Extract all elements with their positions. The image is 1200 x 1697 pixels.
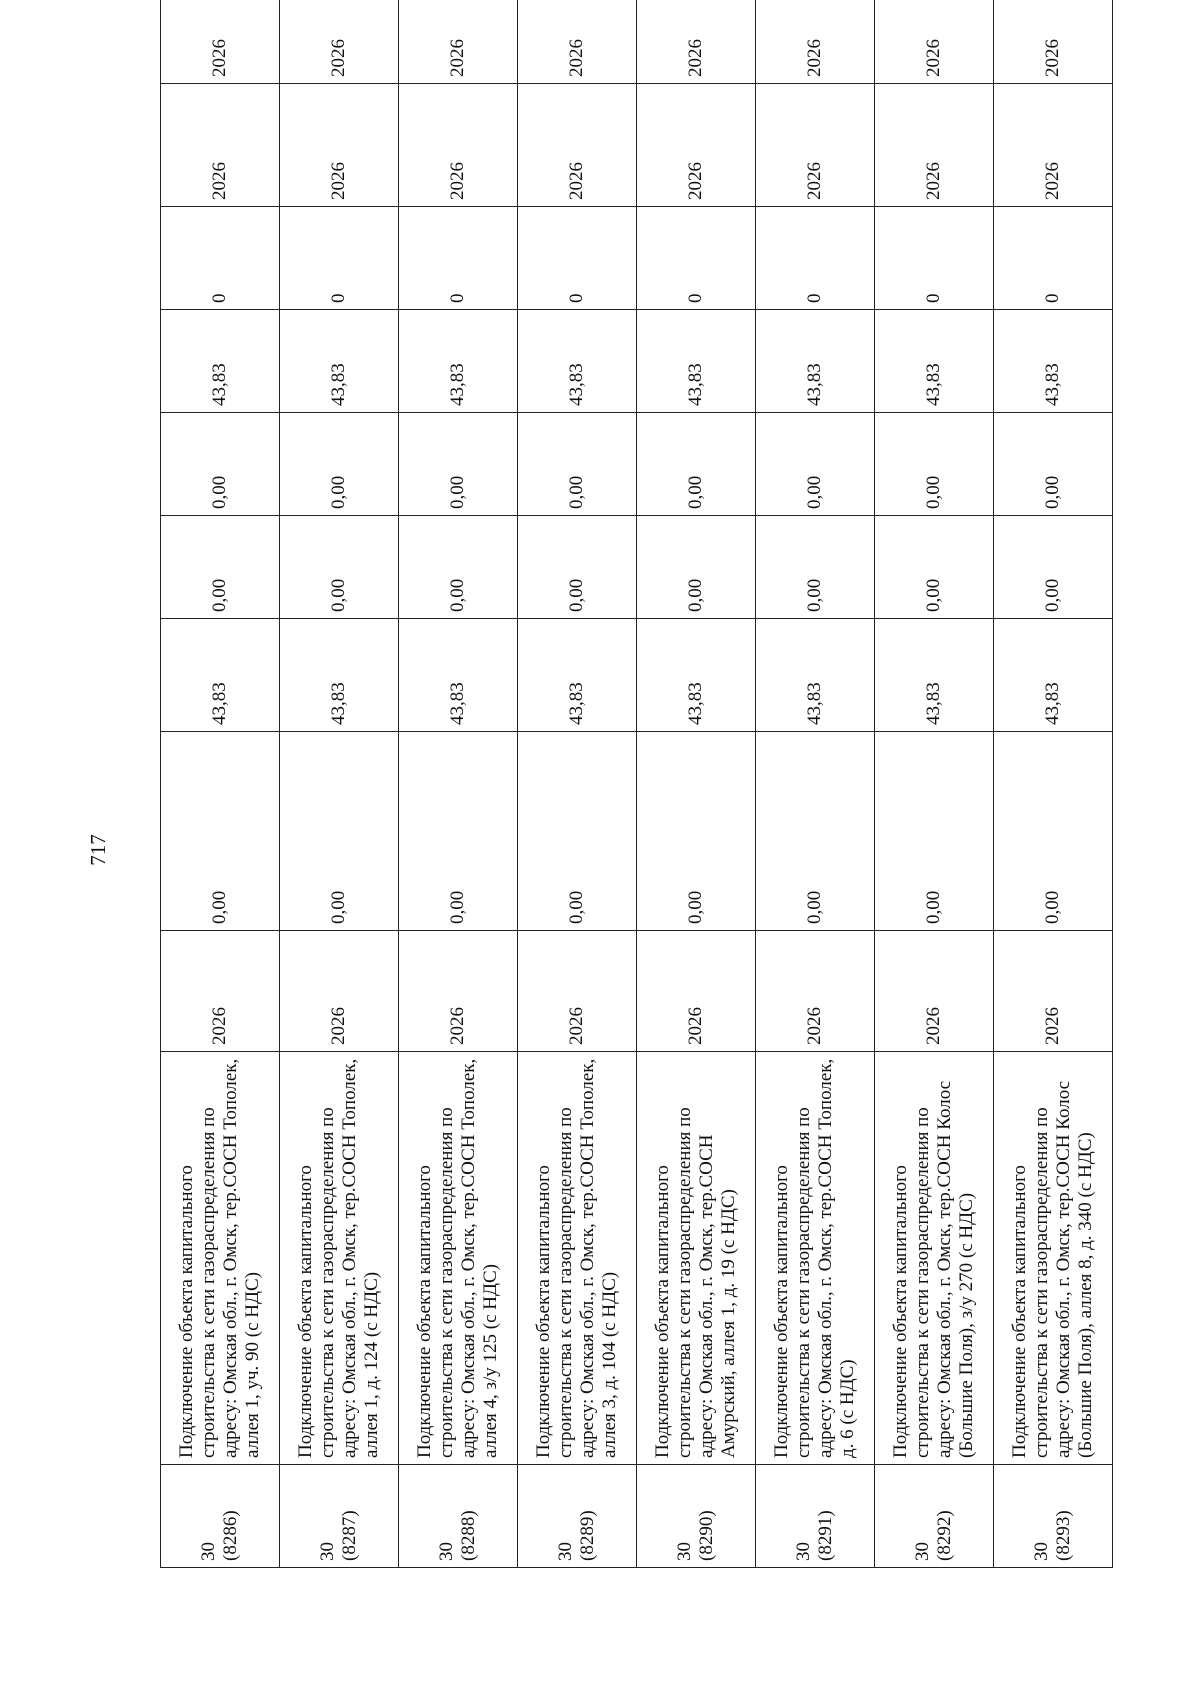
- value-cell: 0,00: [875, 732, 994, 931]
- value-cell: 0,00: [399, 516, 518, 619]
- row-number: 30: [674, 1542, 695, 1561]
- value-cell: 0,00: [518, 732, 637, 931]
- row-number-cell: [518, 1465, 637, 1568]
- investment-table: [160, 0, 1113, 1568]
- start-year-cell: 2026: [280, 931, 399, 1052]
- value-cell: 0,00: [161, 516, 280, 619]
- year-cell: 2026: [399, 0, 518, 84]
- value-cell: 43,83: [756, 310, 875, 413]
- rotated-table-wrapper: [160, 39, 1096, 1568]
- value-cell: 0,00: [161, 413, 280, 516]
- object-name-cell: Подключение объекта капитального строительства к сети газораспределения по адресу: Омская обл., г. Омск, тер.СОСН Тополек, аллея 1, уч. 90 (с НДС): [161, 1052, 280, 1465]
- year-cell: 2026: [280, 0, 399, 84]
- year-cell: 2026: [518, 0, 637, 84]
- value-cell: 0,00: [637, 413, 756, 516]
- year-cell: 2026: [280, 84, 399, 207]
- value-cell: 0,00: [280, 516, 399, 619]
- object-name-cell: Подключение объекта капитального строительства к сети газораспределения по адресу: Омская обл., г. Омск, тер.СОСН Тополек, аллея 3, д. 104 (с НДС): [518, 1052, 637, 1465]
- value-cell: 0,00: [399, 413, 518, 516]
- row-number: 30: [1031, 1542, 1052, 1561]
- object-name-cell: Подключение объекта капитального строительства к сети газораспределения по адресу: Омская обл., г. Омск, тер.СОСН Тополек, аллея 4, з/у 125 (с НДС): [399, 1052, 518, 1465]
- row-number-cell: [637, 1465, 756, 1568]
- value-cell: 0,00: [994, 413, 1113, 516]
- year-cell: 2026: [637, 84, 756, 207]
- value-cell: 0,00: [280, 413, 399, 516]
- object-name-cell: Подключение объекта капитального строительства к сети газораспределения по адресу: Омская обл., г. Омск, тер.СОСН Тополек, д. 6 (с НДС): [756, 1052, 875, 1465]
- table-body: [161, 0, 1113, 1568]
- value-cell: 0: [399, 207, 518, 310]
- value-cell: 0,00: [875, 413, 994, 516]
- row-number: 30: [436, 1542, 457, 1561]
- year-cell: 2026: [994, 84, 1113, 207]
- value-cell: 0: [637, 207, 756, 310]
- table-row: [518, 0, 637, 1568]
- start-year-cell: 2026: [161, 931, 280, 1052]
- value-cell: 43,83: [399, 310, 518, 413]
- value-cell: 43,83: [280, 310, 399, 413]
- row-number: 30: [317, 1542, 338, 1561]
- row-number-cell: [994, 1465, 1113, 1568]
- row-number: 30: [793, 1542, 814, 1561]
- value-cell: 43,83: [994, 619, 1113, 732]
- page-number: 717: [86, 834, 110, 866]
- year-cell: 2026: [875, 84, 994, 207]
- row-code: (8291): [815, 1510, 836, 1561]
- row-number-cell: [875, 1465, 994, 1568]
- value-cell: 0,00: [756, 413, 875, 516]
- table-row: [875, 0, 994, 1568]
- start-year-cell: 2026: [875, 931, 994, 1052]
- row-code: (8290): [696, 1510, 717, 1561]
- row-number: 30: [555, 1542, 576, 1561]
- row-code: (8286): [220, 1510, 241, 1561]
- value-cell: 0,00: [994, 516, 1113, 619]
- table-row: [756, 0, 875, 1568]
- row-code: (8289): [577, 1510, 598, 1561]
- value-cell: 0,00: [161, 732, 280, 931]
- object-name-cell: Подключение объекта капитального строительства к сети газораспределения по адресу: Омская обл., г. Омск, тер.СОСН Тополек, аллея 1, д. 124 (с НДС): [280, 1052, 399, 1465]
- value-cell: 43,83: [161, 619, 280, 732]
- value-cell: 0,00: [756, 516, 875, 619]
- year-cell: 2026: [756, 84, 875, 207]
- value-cell: 0,00: [518, 413, 637, 516]
- row-number-cell: [161, 1465, 280, 1568]
- table-row: [399, 0, 518, 1568]
- value-cell: 0,00: [280, 732, 399, 931]
- value-cell: 0: [161, 207, 280, 310]
- value-cell: 43,83: [637, 619, 756, 732]
- object-name-cell: Подключение объекта капитального строительства к сети газораспределения по адресу: Омская обл., г. Омск, тер.СОСН Колос (Большие Поля), з/у 270 (с НДС): [875, 1052, 994, 1465]
- row-number: 30: [912, 1542, 933, 1561]
- year-cell: 2026: [637, 0, 756, 84]
- value-cell: 43,83: [637, 310, 756, 413]
- value-cell: 0,00: [756, 732, 875, 931]
- row-number-cell: [756, 1465, 875, 1568]
- start-year-cell: 2026: [637, 931, 756, 1052]
- start-year-cell: 2026: [756, 931, 875, 1052]
- value-cell: 43,83: [161, 310, 280, 413]
- value-cell: 0,00: [875, 516, 994, 619]
- year-cell: 2026: [161, 0, 280, 84]
- year-cell: 2026: [756, 0, 875, 84]
- value-cell: 0: [280, 207, 399, 310]
- value-cell: 0: [756, 207, 875, 310]
- value-cell: 43,83: [518, 619, 637, 732]
- table-row: [161, 0, 280, 1568]
- row-code: (8288): [458, 1510, 479, 1561]
- year-cell: 2026: [994, 0, 1113, 84]
- row-code: (8287): [339, 1510, 360, 1561]
- value-cell: 43,83: [280, 619, 399, 732]
- row-code: (8293): [1053, 1510, 1074, 1561]
- value-cell: 43,83: [399, 619, 518, 732]
- value-cell: 0: [518, 207, 637, 310]
- value-cell: 0,00: [518, 516, 637, 619]
- object-name-cell: Подключение объекта капитального строительства к сети газораспределения по адресу: Омская обл., г. Омск, тер.СОСН Амурский, аллея 1, д. 19 (с НДС): [637, 1052, 756, 1465]
- start-year-cell: 2026: [399, 931, 518, 1052]
- year-cell: 2026: [399, 84, 518, 207]
- value-cell: 43,83: [994, 310, 1113, 413]
- table-row: [280, 0, 399, 1568]
- row-code: (8292): [934, 1510, 955, 1561]
- value-cell: 43,83: [518, 310, 637, 413]
- value-cell: 43,83: [756, 619, 875, 732]
- year-cell: 2026: [875, 0, 994, 84]
- year-cell: 2026: [161, 84, 280, 207]
- year-cell: 2026: [518, 84, 637, 207]
- object-name-cell: Подключение объекта капитального строительства к сети газораспределения по адресу: Омская обл., г. Омск, тер.СОСН Колос (Большие Поля), аллея 8, д. 340 (с НДС): [994, 1052, 1113, 1465]
- value-cell: 43,83: [875, 619, 994, 732]
- row-number-cell: [280, 1465, 399, 1568]
- start-year-cell: 2026: [994, 931, 1113, 1052]
- start-year-cell: 2026: [518, 931, 637, 1052]
- value-cell: 0,00: [399, 732, 518, 931]
- row-number-cell: [399, 1465, 518, 1568]
- value-cell: 0,00: [994, 732, 1113, 931]
- value-cell: 0,00: [637, 516, 756, 619]
- value-cell: 0,00: [637, 732, 756, 931]
- value-cell: 43,83: [875, 310, 994, 413]
- row-number: 30: [198, 1542, 219, 1561]
- table-row: [994, 0, 1113, 1568]
- value-cell: 0: [875, 207, 994, 310]
- table-row: [637, 0, 756, 1568]
- value-cell: 0: [994, 207, 1113, 310]
